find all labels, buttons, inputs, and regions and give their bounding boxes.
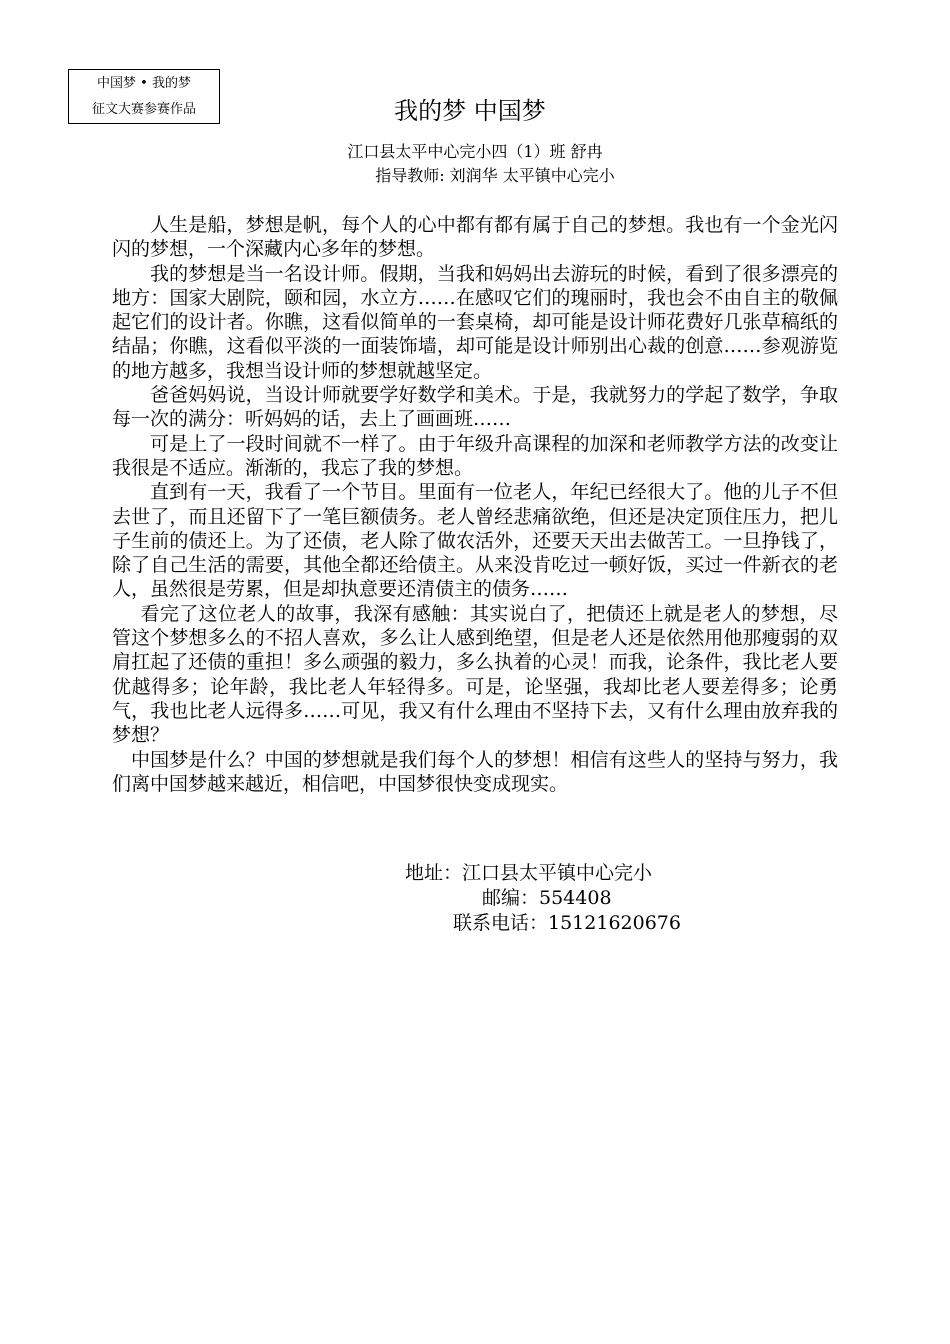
contact-zip: 邮编：554408 [482, 887, 612, 909]
document-title: 我的梦 中国梦 [394, 97, 546, 125]
paragraph-2: 我的梦想是当一名设计师。假期，当我和妈妈出去游玩的时候，看到了很多漂亮的地方：国家大剧院，颐和园，水立方……在感叹它们的瑰丽时，我也会不由自主的敬佩起它们的设计者。你瞧，这看似简单的一套桌椅，却可能是设计师花费好几张草稿纸的结晶；你瞧，这看似平淡的一面装饰墙，却可能是设计师别出心裁的创意……参观游览的地方越多，我想当设计师的梦想就越坚定。 [112, 262, 838, 382]
paragraph-6: 看完了这位老人的故事，我深有感触：其实说白了，把债还上就是老人的梦想，尽管这个梦想多么的不招人喜欢，多么让人感到绝望，但是老人还是依然用他那瘦弱的双肩扛起了还债的重担！多么顽强的毅力，多么执着的心灵！而我，论条件，我比老人要优越得多；论年龄，我比老人年轻得多。可是，论坚强，我却比老人要差得多；论勇气，我也比老人远得多……可见，我又有什么理由不坚持下去，又有什么理由放弃我的梦想？ [112, 602, 838, 747]
paragraph-1: 人生是船，梦想是帆，每个人的心中都有都有属于自己的梦想。我也有一个金光闪闪的梦想，一个深藏内心多年的梦想。 [112, 214, 838, 261]
paragraph-7: 中国梦是什么？中国的梦想就是我们每个人的梦想！相信有这些人的坚持与努力，我们离中国梦越来越近，相信吧，中国梦很快变成现实。 [112, 748, 838, 795]
essay-body [112, 213, 838, 796]
paragraph-3: 爸爸妈妈说，当设计师就要学好数学和美术。于是，我就努力的学起了数学，争取每一次的满分：听妈妈的话，去上了画画班…… [112, 384, 838, 431]
paragraph-5: 直到有一天，我看了一个节目。里面有一位老人，年纪已经很大了。他的儿子不但去世了，而且还留下了一笔巨额债务。老人曾经悲痛欲绝，但还是决定顶住压力，把儿子生前的债还上。为了还债，老人除了做农活外，还要天天出去做苦工。一旦挣钱了，除了自己生活的需要，其他全都还给债主。从来没肯吃过一顿好饭，买过一件新衣的老人，虽然很是劳累，但是却执意要还清债主的债务…… [112, 481, 838, 601]
contact-address: 地址：江口县太平镇中心完小 [405, 862, 653, 884]
contest-label-line2: 征文大赛参赛作品 [91, 102, 196, 117]
contact-phone: 联系电话：15121620676 [453, 912, 681, 934]
contest-label-line1: 中国梦 • 我的梦 [97, 76, 191, 91]
teacher-line: 指导教师: 刘润华 太平镇中心完小 [375, 166, 615, 185]
author-line: 江口县太平中心完小四（1）班 舒冉 [347, 142, 603, 161]
paragraph-4: 可是上了一段时间就不一样了。由于年级升高课程的加深和老师教学方法的改变让我很是不适应。渐渐的，我忘了我的梦想。 [112, 432, 838, 479]
